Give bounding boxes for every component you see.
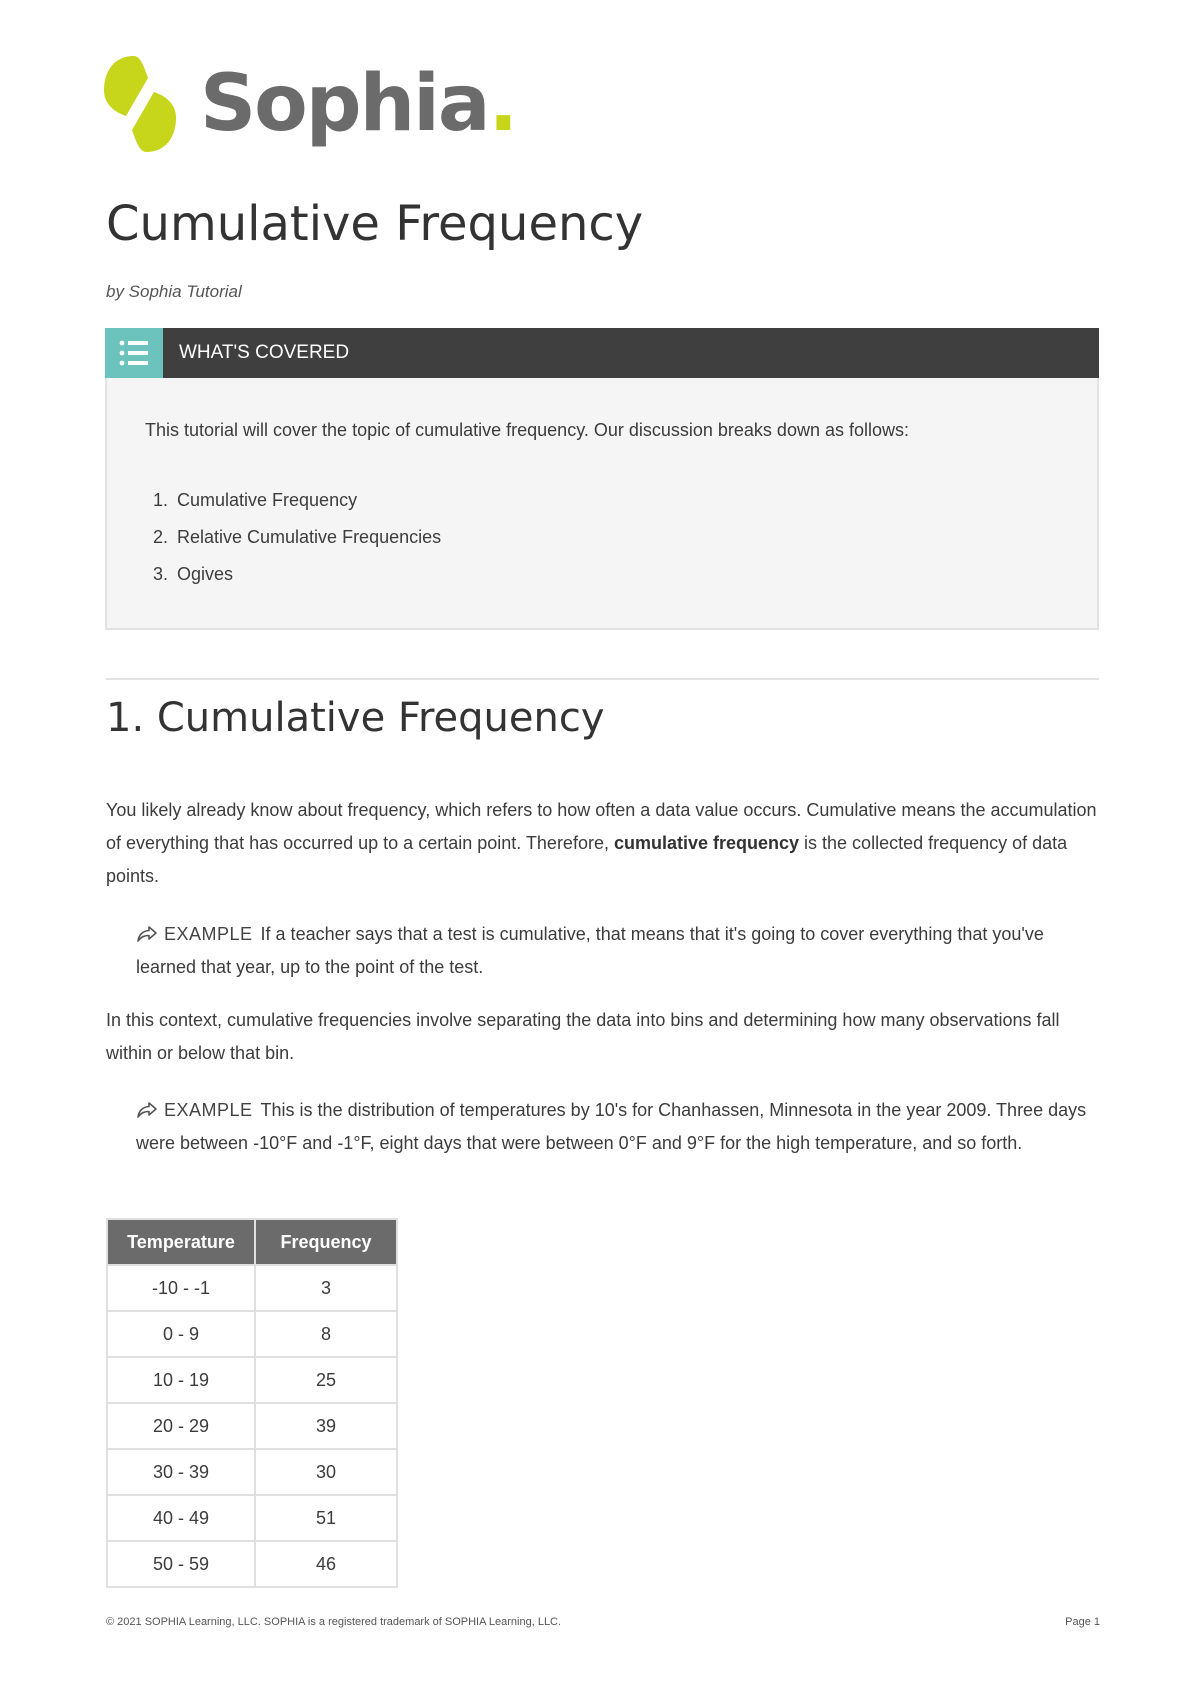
whats-covered-list xyxy=(153,482,441,593)
table-row xyxy=(107,1495,397,1541)
table-cell: 3 xyxy=(255,1265,397,1311)
paragraph-intro: You likely already know about frequency, which refers to how often a data value occurs. Cumulative means the accumulation of everything that has occurred up to a certain point. Therefore, cumulative frequency is the collected frequency of data points. xyxy=(106,800,1097,886)
example-label: EXAMPLE xyxy=(164,1100,253,1120)
share-arrow-icon xyxy=(136,925,158,943)
frequency-table xyxy=(106,1218,398,1588)
list-item: 3. Ogives xyxy=(153,564,234,584)
table-row xyxy=(107,1403,397,1449)
byline: by Sophia Tutorial xyxy=(106,282,242,301)
whats-covered-box xyxy=(105,328,1099,630)
table-cell: 20 - 29 xyxy=(107,1403,255,1449)
whats-covered-intro: This tutorial will cover the topic of cumulative frequency. Our discussion breaks down as follows: xyxy=(145,420,909,440)
table-row xyxy=(107,1357,397,1403)
term-cumulative-frequency: cumulative frequency xyxy=(613,833,800,853)
share-arrow-icon xyxy=(136,1101,158,1119)
list-item: 2. Relative Cumulative Frequencies xyxy=(153,527,442,547)
table-row xyxy=(107,1449,397,1495)
column-header-frequency: Frequency xyxy=(255,1219,397,1265)
table-cell: 30 - 39 xyxy=(107,1449,255,1495)
footer-page-number: Page 1 xyxy=(1065,1616,1100,1628)
footer-copyright: © 2021 SOPHIA Learning, LLC. SOPHIA is a registered trademark of SOPHIA Learning, LLC. xyxy=(106,1616,562,1628)
column-header-temperature: Temperature xyxy=(107,1219,255,1265)
table-cell: 46 xyxy=(255,1541,397,1587)
paragraph-context: In this context, cumulative frequencies involve separating the data into bins and determining how many observations fall within or below that bin. xyxy=(106,1010,1060,1063)
page-title: Cumulative Frequency xyxy=(106,196,644,252)
example-text: This is the distribution of temperatures by 10's for Chanhassen, Minnesota in the year 2009. Three days were between -10°F and -1°F, eight days that were between 0°F and 9°F for the high temperature, and so forth. xyxy=(136,1100,1087,1153)
example-text: If a teacher says that a test is cumulative, that means that it's going to cover everything that you've learned that year, up to the point of the test. xyxy=(136,924,1044,977)
table-header-row xyxy=(107,1219,397,1265)
table-cell: 51 xyxy=(255,1495,397,1541)
table-cell: 30 xyxy=(255,1449,397,1495)
whats-covered-header xyxy=(105,328,1099,378)
table-cell: 0 - 9 xyxy=(107,1311,255,1357)
sophia-wordmark: Sophia. xyxy=(200,59,517,149)
table-cell: 50 - 59 xyxy=(107,1541,255,1587)
table-row xyxy=(107,1541,397,1587)
table-cell: -10 - -1 xyxy=(107,1265,255,1311)
table-cell: 40 - 49 xyxy=(107,1495,255,1541)
section-divider xyxy=(106,678,1099,680)
example-label: EXAMPLE xyxy=(164,924,253,944)
example-block xyxy=(136,1094,1100,1160)
table-cell: 8 xyxy=(255,1311,397,1357)
table-row xyxy=(107,1265,397,1311)
table-cell: 10 - 19 xyxy=(107,1357,255,1403)
sophia-logo xyxy=(104,54,516,154)
list-item: 1. Cumulative Frequency xyxy=(153,490,358,510)
section-heading: 1. Cumulative Frequency xyxy=(106,695,605,741)
table-cell: 25 xyxy=(255,1357,397,1403)
example-block xyxy=(136,918,1100,984)
list-icon xyxy=(105,328,163,378)
table-cell: 39 xyxy=(255,1403,397,1449)
table-row xyxy=(107,1311,397,1357)
sophia-logo-mark-icon xyxy=(104,54,176,154)
whats-covered-title: WHAT'S COVERED xyxy=(179,342,350,363)
